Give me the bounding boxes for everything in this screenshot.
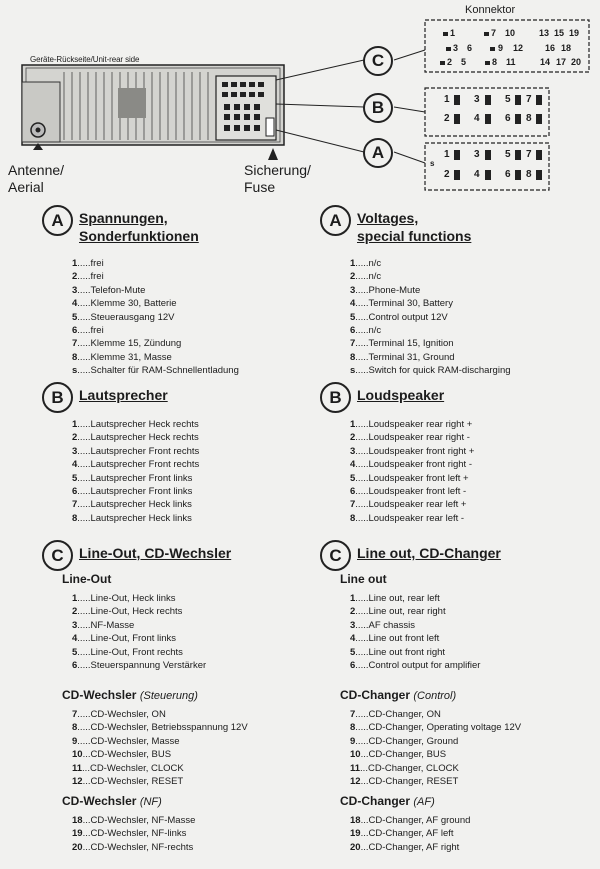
pin-row bbox=[72, 619, 206, 632]
pin-number: 1 bbox=[350, 258, 356, 269]
pin-function: .....Lautsprecher Front links bbox=[77, 486, 193, 498]
pin-label: 14 bbox=[540, 57, 551, 67]
pin-label: 12 bbox=[513, 43, 524, 53]
pin-number: 7 bbox=[350, 709, 356, 720]
pin-row bbox=[72, 337, 239, 350]
pin-label: 11 bbox=[506, 57, 516, 67]
section-badge: C bbox=[320, 540, 351, 571]
pin-number: 8 bbox=[72, 722, 78, 734]
pin-function: .....Line out front right bbox=[355, 646, 446, 658]
pin-row bbox=[72, 632, 206, 645]
pin-list bbox=[72, 708, 248, 788]
pin-number: 4 bbox=[350, 459, 356, 471]
pin-row bbox=[350, 418, 474, 431]
pin-label: 6 bbox=[467, 43, 473, 53]
pin-row bbox=[72, 762, 248, 775]
pin-number: 2 bbox=[72, 606, 78, 618]
pin-number: 7 bbox=[72, 709, 78, 720]
pin-list bbox=[350, 418, 474, 525]
pin-number: 4 bbox=[72, 459, 78, 471]
group-title: CD-Changer (Control) bbox=[340, 688, 457, 702]
pin-function: .....Loudspeaker rear right + bbox=[355, 419, 473, 430]
pin-row bbox=[72, 775, 248, 788]
pin-row bbox=[350, 512, 474, 525]
pin-function: .....Loudspeaker front right - bbox=[355, 459, 472, 471]
section-title: Spannungen, Sonderfunktionen bbox=[79, 210, 199, 244]
pin-function: .....Lautsprecher Heck links bbox=[77, 499, 192, 511]
pin-number: 18 bbox=[350, 815, 361, 826]
pin-label: 16 bbox=[545, 43, 556, 53]
pin-function: .....Terminal 31, Ground bbox=[355, 351, 455, 363]
pin-list bbox=[72, 418, 199, 525]
pin-list bbox=[72, 257, 239, 378]
pin-function: .....Lautsprecher Front rechts bbox=[77, 459, 200, 471]
pin-row bbox=[72, 284, 239, 297]
connector-diagram bbox=[0, 0, 600, 200]
pin-row bbox=[350, 762, 521, 775]
pin-row bbox=[350, 827, 470, 840]
section-a-de bbox=[42, 205, 322, 375]
section-a-en bbox=[320, 205, 600, 375]
pin-function: .....Klemme 15, Zündung bbox=[77, 338, 182, 350]
pin-row bbox=[350, 735, 521, 748]
pin-number: 2 bbox=[350, 606, 356, 618]
pin-function: .....frei bbox=[77, 325, 104, 337]
pin-label: 3 bbox=[474, 149, 480, 160]
pin-row bbox=[72, 814, 195, 827]
pin-number: 4 bbox=[350, 633, 356, 645]
pin-number: 2 bbox=[350, 271, 356, 283]
pin-function: .....Line-Out, Front links bbox=[77, 633, 177, 645]
pin-label: 6 bbox=[505, 169, 511, 180]
pin-number: 1 bbox=[72, 258, 78, 269]
pin-function: ...CD-Changer, AF right bbox=[360, 841, 460, 853]
pin-row bbox=[350, 257, 511, 270]
pin-label: 3 bbox=[474, 94, 480, 105]
pin-row bbox=[350, 721, 521, 734]
pin-number: 2 bbox=[72, 271, 78, 283]
pin-list bbox=[350, 814, 470, 854]
pin-row bbox=[72, 431, 199, 444]
pin-row bbox=[72, 721, 248, 734]
section-title: Line out, CD-Changer bbox=[357, 545, 501, 561]
pin-row bbox=[72, 605, 206, 618]
pin-row bbox=[72, 472, 199, 485]
pin-label: 8 bbox=[526, 113, 532, 124]
pin-label: 1 bbox=[444, 149, 450, 160]
group-title: Line out bbox=[340, 572, 387, 586]
pin-function: .....Klemme 31, Masse bbox=[77, 351, 172, 363]
pin-function: .....Klemme 30, Batterie bbox=[77, 298, 177, 310]
pin-row bbox=[350, 311, 511, 324]
section-badge: A bbox=[42, 205, 73, 236]
pin-function: .....Line out, rear left bbox=[355, 593, 440, 604]
pin-number: 4 bbox=[72, 633, 78, 645]
pin-number: 7 bbox=[72, 499, 78, 511]
pin-number: 8 bbox=[72, 512, 78, 524]
pin-label: 1 bbox=[450, 28, 456, 38]
pin-list bbox=[350, 708, 521, 788]
pin-row bbox=[72, 592, 206, 605]
group-title: Line-Out bbox=[62, 572, 112, 586]
group-note: (NF) bbox=[139, 796, 162, 808]
pin-function: ...CD-Changer, AF left bbox=[360, 828, 454, 840]
pin-row bbox=[72, 646, 206, 659]
pin-number: 6 bbox=[72, 325, 78, 337]
pin-row bbox=[72, 735, 248, 748]
pin-function: .....CD-Wechsler, Masse bbox=[77, 735, 180, 747]
pin-label: 2 bbox=[444, 113, 450, 124]
connector-c-pin-labels bbox=[0, 0, 600, 80]
pin-number: 12 bbox=[72, 776, 83, 788]
pin-row bbox=[72, 364, 239, 377]
pin-row bbox=[350, 364, 511, 377]
group-note: (Control) bbox=[413, 690, 457, 702]
pin-number: 4 bbox=[72, 298, 78, 310]
pin-function: .....Control output for amplifier bbox=[355, 660, 481, 672]
pin-row bbox=[350, 632, 480, 645]
pin-label: 20 bbox=[571, 57, 582, 67]
pin-number: 20 bbox=[72, 841, 83, 853]
pin-label: 3 bbox=[453, 43, 459, 53]
pin-number: 20 bbox=[350, 841, 361, 853]
pin-number: 7 bbox=[350, 338, 356, 350]
pin-function: .....Telefon-Mute bbox=[77, 284, 146, 296]
pin-number: 7 bbox=[350, 499, 356, 511]
pin-function: .....frei bbox=[77, 258, 104, 269]
pin-row bbox=[350, 297, 511, 310]
pin-row bbox=[72, 708, 248, 721]
pin-row bbox=[72, 257, 239, 270]
pin-row bbox=[350, 775, 521, 788]
pin-row bbox=[350, 605, 480, 618]
pin-label: 17 bbox=[556, 57, 567, 67]
pin-list bbox=[350, 257, 511, 378]
pin-function: ...CD-Changer, CLOCK bbox=[360, 762, 459, 774]
fuse-label: Sicherung/ Fuse bbox=[244, 162, 311, 195]
pin-number: 3 bbox=[72, 445, 78, 457]
pin-number: 12 bbox=[350, 776, 361, 788]
pin-number: 18 bbox=[72, 815, 83, 826]
pin-function: ...CD-Wechsler, NF-Masse bbox=[82, 815, 196, 826]
pin-function: .....NF-Masse bbox=[77, 619, 135, 631]
pin-label: 8 bbox=[526, 169, 532, 180]
fuse-slot bbox=[266, 118, 274, 136]
pin-number: 5 bbox=[72, 311, 78, 323]
pin-row bbox=[350, 472, 474, 485]
pin-function: .....n/c bbox=[355, 325, 382, 337]
pin-function: .....Schalter für RAM-Schnellentladung bbox=[77, 365, 239, 377]
section-badge: A bbox=[320, 205, 351, 236]
pin-label: 2 bbox=[444, 169, 450, 180]
pin-function: .....Terminal 15, Ignition bbox=[355, 338, 454, 350]
antenna-label: Antenne/ Aerial bbox=[8, 162, 65, 195]
section-title: Lautsprecher bbox=[79, 387, 168, 403]
pin-row bbox=[72, 297, 239, 310]
pin-number: 1 bbox=[72, 419, 78, 430]
pin-list bbox=[72, 814, 195, 854]
pin-row bbox=[350, 498, 474, 511]
section-badge: B bbox=[320, 382, 351, 413]
pin-label: 13 bbox=[539, 28, 550, 38]
pin-number: 3 bbox=[350, 284, 356, 296]
pin-label: 7 bbox=[526, 94, 532, 105]
pin-row bbox=[72, 311, 239, 324]
pin-row bbox=[350, 659, 480, 672]
pin-function: ...CD-Wechsler, RESET bbox=[82, 776, 184, 788]
section-badge: C bbox=[42, 540, 73, 571]
pin-row bbox=[72, 324, 239, 337]
pin-function: .....Line-Out, Heck rechts bbox=[77, 606, 183, 618]
pin-number: 19 bbox=[72, 828, 83, 840]
pin-function: ...CD-Changer, RESET bbox=[360, 776, 459, 788]
pin-number: 6 bbox=[350, 486, 356, 498]
pin-function: .....Loudspeaker front right + bbox=[355, 445, 475, 457]
section-c-de bbox=[42, 540, 322, 860]
pin-row bbox=[350, 619, 480, 632]
pin-number: 6 bbox=[72, 660, 78, 672]
pin-row bbox=[350, 284, 511, 297]
pin-row bbox=[72, 659, 206, 672]
pin-function: .....Phone-Mute bbox=[355, 284, 421, 296]
pin-number: 1 bbox=[72, 593, 78, 604]
pin-function: .....Switch for quick RAM-discharging bbox=[355, 365, 511, 377]
pin-number: 3 bbox=[72, 619, 78, 631]
pin-row bbox=[72, 841, 195, 854]
pin-row bbox=[350, 337, 511, 350]
pin-number: 9 bbox=[72, 735, 78, 747]
pin-function: .....Loudspeaker front left - bbox=[355, 486, 467, 498]
pin-number: 10 bbox=[350, 749, 361, 761]
pin-row bbox=[72, 827, 195, 840]
pin-label: 6 bbox=[505, 113, 511, 124]
pin-number: 6 bbox=[72, 486, 78, 498]
pin-row bbox=[350, 592, 480, 605]
pin-function: .....Terminal 30, Battery bbox=[355, 298, 453, 310]
pin-function: ...CD-Wechsler, CLOCK bbox=[82, 762, 184, 774]
section-title: Loudspeaker bbox=[357, 387, 445, 403]
pin-number: 1 bbox=[350, 419, 356, 430]
pin-label: 8 bbox=[492, 57, 498, 67]
connector-a-badge: A bbox=[363, 138, 393, 168]
pin-label: 4 bbox=[474, 169, 480, 180]
pin-list bbox=[350, 592, 480, 672]
pin-number: 4 bbox=[350, 298, 356, 310]
pin-function: .....AF chassis bbox=[355, 619, 415, 631]
pin-function: ...CD-Changer, BUS bbox=[360, 749, 447, 761]
pin-row bbox=[72, 418, 199, 431]
connector-b-badge: B bbox=[363, 93, 393, 123]
pin-function: ...CD-Changer, AF ground bbox=[360, 815, 471, 826]
pin-function: .....Line-Out, Front rechts bbox=[77, 646, 183, 658]
pin-function: .....Control output 12V bbox=[355, 311, 448, 323]
pin-number: 11 bbox=[72, 762, 83, 774]
pin-label: 7 bbox=[491, 28, 497, 38]
pin-label: 15 bbox=[554, 28, 565, 38]
pin-function: .....Loudspeaker rear left - bbox=[355, 512, 465, 524]
pin-row bbox=[350, 841, 470, 854]
pin-row bbox=[350, 445, 474, 458]
pin-function: .....Lautsprecher Front rechts bbox=[77, 445, 200, 457]
pin-label: 10 bbox=[505, 28, 516, 38]
pin-number: 3 bbox=[350, 445, 356, 457]
pin-function: .....Steuerausgang 12V bbox=[77, 311, 175, 323]
pin-row bbox=[350, 351, 511, 364]
pin-row bbox=[72, 498, 199, 511]
group-title: CD-Wechsler (Steuerung) bbox=[62, 688, 198, 702]
pin-function: .....CD-Changer, Ground bbox=[355, 735, 459, 747]
pin-row bbox=[72, 512, 199, 525]
pin-row bbox=[350, 748, 521, 761]
pin-function: .....CD-Changer, ON bbox=[355, 709, 441, 720]
fuse-arrow bbox=[268, 148, 278, 160]
pin-label: 7 bbox=[526, 149, 532, 160]
pin-function: .....Loudspeaker rear left + bbox=[355, 499, 467, 511]
pin-row bbox=[350, 646, 480, 659]
pin-function: .....n/c bbox=[355, 258, 382, 269]
pin-number: 3 bbox=[350, 619, 356, 631]
pin-row bbox=[350, 324, 511, 337]
pin-row bbox=[350, 458, 474, 471]
pin-function: .....Line-Out, Heck links bbox=[77, 593, 176, 604]
pin-function: .....Steuerspannung Verstärker bbox=[77, 660, 207, 672]
pin-number: 7 bbox=[72, 338, 78, 350]
pin-number: 5 bbox=[72, 646, 78, 658]
pin-label: 5 bbox=[461, 57, 467, 67]
pin-number: 19 bbox=[350, 828, 361, 840]
pin-row bbox=[72, 270, 239, 283]
pin-row bbox=[350, 270, 511, 283]
pin-function: .....CD-Wechsler, Betriebsspannung 12V bbox=[77, 722, 248, 734]
pin-row bbox=[350, 708, 521, 721]
pin-row bbox=[72, 445, 199, 458]
pin-row bbox=[72, 458, 199, 471]
pin-row bbox=[350, 814, 470, 827]
section-c-en bbox=[320, 540, 600, 860]
pin-function: .....n/c bbox=[355, 271, 382, 283]
pin-function: ...CD-Wechsler, NF-links bbox=[82, 828, 187, 840]
group-note: (AF) bbox=[413, 796, 435, 808]
pin-label: 9 bbox=[498, 43, 504, 53]
section-b-en bbox=[320, 382, 600, 527]
pin-function: .....Lautsprecher Heck rechts bbox=[77, 432, 199, 444]
group-title: CD-Wechsler (NF) bbox=[62, 794, 162, 808]
pin-row bbox=[72, 485, 199, 498]
pin-row bbox=[350, 485, 474, 498]
pin-label: 1 bbox=[444, 94, 450, 105]
pin-label: 18 bbox=[561, 43, 572, 53]
pin-number: 5 bbox=[350, 311, 356, 323]
pin-label: 2 bbox=[447, 57, 453, 67]
pin-function: ...CD-Wechsler, BUS bbox=[82, 749, 172, 761]
pin-number: 5 bbox=[72, 472, 78, 484]
pin-number: 5 bbox=[350, 646, 356, 658]
pin-number: 9 bbox=[350, 735, 356, 747]
pin-number: 5 bbox=[350, 472, 356, 484]
pin-function: ...CD-Wechsler, NF-rechts bbox=[82, 841, 194, 853]
section-badge: B bbox=[42, 382, 73, 413]
pin-row bbox=[72, 748, 248, 761]
pin-label: 4 bbox=[474, 113, 480, 124]
pin-function: .....Loudspeaker front left + bbox=[355, 472, 469, 484]
pin-number: 2 bbox=[72, 432, 78, 444]
pin-number: 3 bbox=[72, 284, 78, 296]
connector-c-badge: C bbox=[363, 46, 393, 76]
section-b-de bbox=[42, 382, 322, 527]
pin-number: 2 bbox=[350, 432, 356, 444]
pin-number: 8 bbox=[72, 351, 78, 363]
pin-number: 8 bbox=[350, 722, 356, 734]
pin-number: 11 bbox=[350, 762, 361, 774]
pin-label-s: s bbox=[430, 159, 435, 168]
pin-function: .....Lautsprecher Front links bbox=[77, 472, 193, 484]
connector-title: Konnektor bbox=[465, 4, 516, 16]
section-title: Voltages, special functions bbox=[357, 210, 472, 244]
pin-function: .....frei bbox=[77, 271, 104, 283]
pin-list bbox=[72, 592, 206, 672]
pin-label: 5 bbox=[505, 149, 511, 160]
pin-number: s bbox=[350, 365, 356, 377]
pin-number: 1 bbox=[350, 593, 356, 604]
pin-function: .....Loudspeaker rear right - bbox=[355, 432, 470, 444]
pin-function: .....CD-Changer, Operating voltage 12V bbox=[355, 722, 522, 734]
section-title: Line-Out, CD-Wechsler bbox=[79, 545, 232, 561]
pin-function: .....Line out front left bbox=[355, 633, 440, 645]
pin-function: .....Lautsprecher Heck rechts bbox=[77, 419, 199, 430]
pin-number: 8 bbox=[350, 512, 356, 524]
pin-number: 6 bbox=[350, 660, 356, 672]
pin-function: .....CD-Wechsler, ON bbox=[77, 709, 166, 720]
pin-label: 19 bbox=[569, 28, 580, 38]
pin-number: 6 bbox=[350, 325, 356, 337]
unit-rear-label: Geräte-Rückseite/Unit-rear side bbox=[30, 55, 140, 64]
group-note: (Steuerung) bbox=[139, 690, 198, 702]
pin-number: 10 bbox=[72, 749, 83, 761]
pin-row bbox=[350, 431, 474, 444]
group-title: CD-Changer (AF) bbox=[340, 794, 435, 808]
pin-function: .....Lautsprecher Heck links bbox=[77, 512, 192, 524]
pin-function: .....Line out, rear right bbox=[355, 606, 446, 618]
pin-label: 5 bbox=[505, 94, 511, 105]
pin-number: s bbox=[72, 365, 78, 377]
pin-number: 8 bbox=[350, 351, 356, 363]
pin-row bbox=[72, 351, 239, 364]
